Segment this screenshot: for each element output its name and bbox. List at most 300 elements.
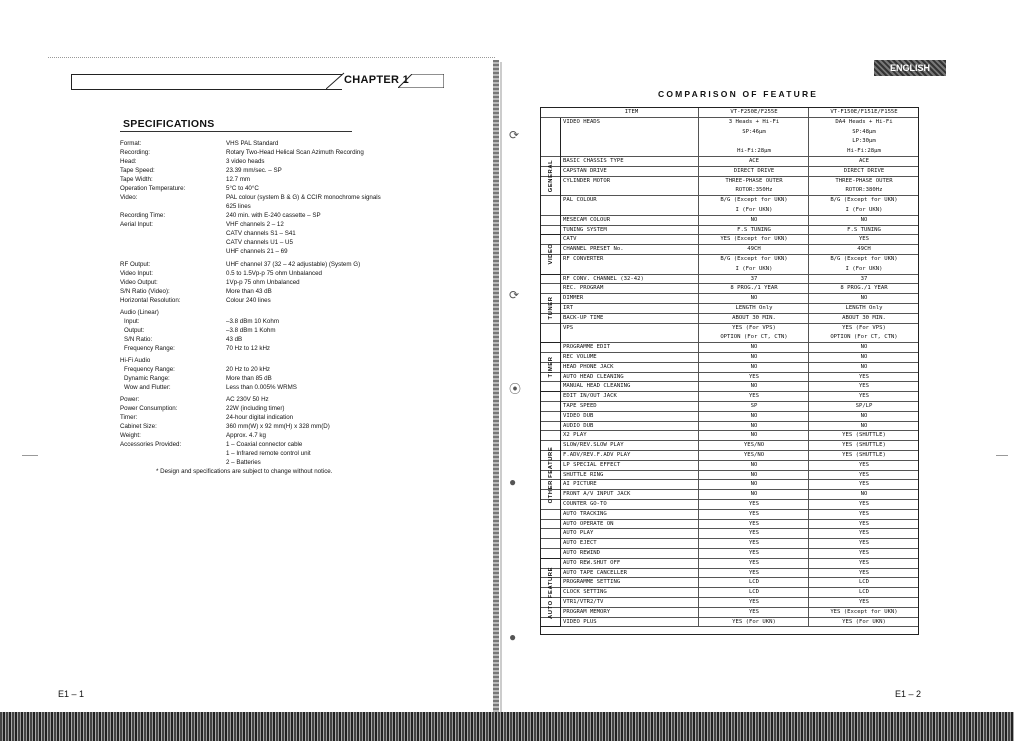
spec-value: Rotary Two-Head Helical Scan Azimuth Recording xyxy=(226,149,364,156)
spec-label: Audio (Linear) xyxy=(120,309,159,316)
cell-line: YES xyxy=(748,530,760,537)
row-col-b xyxy=(808,157,919,166)
table-row xyxy=(541,235,918,245)
row-col-a xyxy=(698,490,809,499)
table-row xyxy=(541,569,918,579)
spec-label: Video Output: xyxy=(120,279,158,286)
row-item: MANUAL HEAD CLEANING xyxy=(563,383,631,390)
row-col-b xyxy=(808,471,919,480)
spec-label: Operation Temperature: xyxy=(120,185,186,192)
row-col-b xyxy=(808,373,919,382)
cell-line: YES (Except for UKN) xyxy=(830,608,898,615)
spec-row xyxy=(120,356,380,365)
spec-row xyxy=(120,422,380,431)
spec-label: Input: xyxy=(124,318,140,325)
row-item: FRONT A/V INPUT JACK xyxy=(563,491,631,498)
spec-value: 23.39 mm/sec. – SP xyxy=(226,167,282,174)
cell-line: B/G (Except for UKN) xyxy=(720,197,788,204)
row-item: VPS xyxy=(563,324,574,331)
spec-row xyxy=(120,449,380,458)
spec-row xyxy=(120,229,380,238)
cell-line: NO xyxy=(860,216,868,223)
spec-row xyxy=(120,193,380,202)
row-col-a xyxy=(698,314,809,323)
row-col-b xyxy=(808,500,919,509)
cell-line: B/G (Except for UKN) xyxy=(720,256,788,262)
cell-line: YES xyxy=(748,550,760,556)
row-col-b xyxy=(808,588,919,597)
row-item: REC. PROGRAM xyxy=(563,285,604,292)
cell-line: 8 PROG./1 YEAR xyxy=(840,285,888,292)
cell-line: NO xyxy=(750,383,758,390)
specifications-title: SPECIFICATIONS xyxy=(123,118,215,130)
row-item: BACK-UP TIME xyxy=(563,314,604,321)
spec-label: Wow and Flutter: xyxy=(124,384,171,391)
table-row xyxy=(541,500,918,510)
row-col-b xyxy=(808,422,919,431)
row-col-b xyxy=(808,226,919,235)
right-edge-mark xyxy=(996,455,1008,456)
table-row xyxy=(541,402,918,412)
row-col-a xyxy=(698,304,809,313)
binding-shadow xyxy=(500,62,502,712)
spec-label: Hi-Fi Audio xyxy=(120,357,151,364)
table-row xyxy=(541,304,918,314)
row-item: PROGRAM MEMORY xyxy=(563,608,611,615)
cell-line: NO xyxy=(860,491,868,498)
row-item: CATV xyxy=(563,236,577,243)
table-row xyxy=(541,294,918,304)
row-item: BASIC CHASSIS TYPE xyxy=(563,158,624,164)
punch-hole-icon: ⟳ xyxy=(509,128,520,142)
spec-row xyxy=(120,278,380,287)
spec-row xyxy=(120,326,380,335)
cell-line: ABOUT 30 MIN. xyxy=(842,314,886,321)
table-row xyxy=(541,216,918,226)
row-col-a xyxy=(698,402,809,411)
row-col-a xyxy=(698,196,809,215)
spec-label: Tape Speed: xyxy=(120,167,155,174)
spec-row xyxy=(120,440,380,449)
table-row xyxy=(541,471,918,481)
top-divider xyxy=(48,57,495,58)
row-col-a xyxy=(698,559,809,568)
spec-label: Frequency Range: xyxy=(124,366,175,373)
cell-line: SP xyxy=(750,403,758,409)
table-row xyxy=(541,510,918,520)
cell-line: YES (SHUTTLE) xyxy=(842,432,886,439)
row-item: EDIT IN/OUT JACK xyxy=(563,393,617,400)
spec-row xyxy=(120,404,380,413)
row-item: RF CONVERTER xyxy=(563,256,604,262)
spec-row xyxy=(120,365,380,374)
row-col-a xyxy=(698,343,809,352)
cell-line: THREE-PHASE OUTER xyxy=(725,177,783,184)
spec-value: 2 – Batteries xyxy=(226,459,261,466)
table-row xyxy=(541,578,918,588)
cell-line: YES xyxy=(858,540,870,547)
cell-line: NO xyxy=(750,422,758,429)
book-binding xyxy=(493,60,499,720)
table-row xyxy=(541,441,918,451)
row-item: HEAD PHONE JACK xyxy=(563,363,614,370)
spec-value: UHF channel 37 (32 – 42 adjustable) (System G) xyxy=(226,261,361,268)
row-col-b xyxy=(808,294,919,303)
cell-line: YES xyxy=(858,393,870,400)
cell-line: NO xyxy=(750,432,758,439)
cell-line: LP:30μm xyxy=(852,138,876,145)
spec-label: Accessories Provided: xyxy=(120,441,182,448)
row-col-b xyxy=(808,363,919,372)
row-col-b xyxy=(808,324,919,343)
row-col-b xyxy=(808,569,919,578)
punch-hole-icon: ● xyxy=(509,630,517,644)
table-row xyxy=(541,353,918,363)
row-col-b xyxy=(808,480,919,489)
row-item: AUTO REW.SHUT OFF xyxy=(563,559,621,566)
spec-value: 43 dB xyxy=(226,336,243,343)
row-item: TAPE SPEED xyxy=(563,403,597,409)
cell-line: 37 xyxy=(750,275,758,282)
row-col-b xyxy=(808,529,919,538)
cell-line: YES xyxy=(748,599,760,605)
row-item: AUTO PLAY xyxy=(563,530,594,537)
spec-row xyxy=(120,458,380,467)
cell-line: YES xyxy=(858,599,870,605)
cell-line: NO xyxy=(750,491,758,498)
table-row xyxy=(541,559,918,569)
spec-row xyxy=(120,202,380,211)
cell-line: OPTION (For CT, CTN) xyxy=(720,334,788,341)
spec-value: 3 video heads xyxy=(226,158,265,165)
spec-value: 1 – Coaxial connector cable xyxy=(226,441,303,448)
cell-line: I (For UKN) xyxy=(845,265,883,272)
spec-value: More than 85 dB xyxy=(226,375,272,382)
table-row xyxy=(541,284,918,294)
spec-value: PAL colour (system B & G) & CCIR monochrome signals xyxy=(226,194,381,201)
spec-label: Power: xyxy=(120,396,140,403)
cell-line: ABOUT 30 MIN. xyxy=(732,314,776,321)
spec-row xyxy=(120,247,380,256)
spec-value: CATV channels S1 – S41 xyxy=(226,230,296,237)
section-block xyxy=(541,275,561,344)
row-col-b xyxy=(808,167,919,176)
spec-row xyxy=(120,395,380,404)
spec-value: 12.7 mm xyxy=(226,176,251,183)
table-header-row xyxy=(541,108,918,118)
row-col-a xyxy=(698,373,809,382)
row-col-a xyxy=(698,226,809,235)
row-item: MESECAM COLOUR xyxy=(563,216,611,223)
section-label: GENERAL xyxy=(548,159,554,193)
spec-row xyxy=(120,260,380,269)
cell-line: SP/LP xyxy=(855,403,873,409)
spec-value: 20 Hz to 20 kHz xyxy=(226,366,271,373)
row-col-b xyxy=(808,539,919,548)
spec-row xyxy=(120,308,380,317)
cell-line: THREE-PHASE OUTER xyxy=(835,177,893,184)
row-col-b xyxy=(808,559,919,568)
cell-line: F.S TUNING xyxy=(847,226,881,233)
cell-line: 49CH xyxy=(747,246,761,253)
row-col-a xyxy=(698,549,809,558)
header-col-b: VT-F150E/F151E/F155E xyxy=(808,108,919,117)
cell-line: LCD xyxy=(748,589,760,596)
row-item: PROGRAMME EDIT xyxy=(563,344,611,351)
row-item: AUTO TRACKING xyxy=(563,510,607,517)
row-col-a xyxy=(698,520,809,529)
cell-line: YES xyxy=(858,471,870,478)
row-col-a xyxy=(698,529,809,538)
spec-row xyxy=(120,335,380,344)
cell-line: NO xyxy=(750,471,758,478)
spec-label: Weight: xyxy=(120,432,141,439)
table-row xyxy=(541,461,918,471)
cell-line: YES xyxy=(858,559,870,566)
cell-line xyxy=(699,137,809,147)
spec-label: Tape Width: xyxy=(120,176,153,183)
spec-row xyxy=(120,166,380,175)
row-col-a xyxy=(698,422,809,431)
cell-line: YES xyxy=(858,236,870,243)
row-item: AUTO HEAD CLEANING xyxy=(563,373,624,380)
table-row xyxy=(541,539,918,549)
spec-row xyxy=(120,317,380,326)
cell-line: YES xyxy=(858,383,870,390)
row-col-a xyxy=(698,618,809,627)
cell-line: YES xyxy=(858,530,870,537)
section-label: OTHER FEATURE xyxy=(548,446,554,504)
row-col-a xyxy=(698,500,809,509)
cell-line: NO xyxy=(860,412,868,419)
table-row xyxy=(541,118,918,157)
spec-row xyxy=(120,344,380,353)
row-item: SHUTTLE RING xyxy=(563,471,604,478)
cell-line: YES xyxy=(858,481,870,488)
cell-line: YES (For UKN) xyxy=(732,618,776,625)
spec-value: 22W (including timer) xyxy=(226,405,285,412)
cell-line: YES xyxy=(858,510,870,517)
table-row xyxy=(541,373,918,383)
row-item: CHANNEL PRESET No. xyxy=(563,246,624,253)
spec-value: Colour 240 lines xyxy=(226,297,271,304)
table-row xyxy=(541,167,918,177)
row-item: PAL COLOUR xyxy=(563,197,597,204)
table-row xyxy=(541,598,918,608)
table-row xyxy=(541,490,918,500)
row-col-a xyxy=(698,510,809,519)
cell-line: OPTION (For CT, CTN) xyxy=(830,334,898,341)
comparison-title: COMPARISON OF FEATURE xyxy=(658,89,819,99)
cell-line: YES xyxy=(858,461,870,468)
cell-line: LENGTH Only xyxy=(845,305,883,311)
cell-line: I (For UKN) xyxy=(845,206,883,213)
spec-label: Recording: xyxy=(120,149,150,156)
spec-value: 360 mm(W) x 92 mm(H) x 328 mm(D) xyxy=(226,423,330,430)
cell-line: YES (For UKN) xyxy=(842,618,886,625)
row-col-b xyxy=(808,275,919,284)
row-item: PROGRAMME SETTING xyxy=(563,579,621,586)
cell-line: 49CH xyxy=(857,246,871,253)
spec-value: Less than 0.005% WRMS xyxy=(226,384,297,391)
table-row xyxy=(541,245,918,255)
page-number-left: E1 – 1 xyxy=(58,689,85,699)
row-item: REC VOLUME xyxy=(563,354,597,360)
section-label: VIDEO xyxy=(548,243,554,266)
row-item: LP SPECIAL EFFECT xyxy=(563,461,621,468)
row-col-b xyxy=(808,510,919,519)
spec-row xyxy=(120,184,380,193)
cell-line: SP:46μm xyxy=(742,128,766,135)
cell-line: NO xyxy=(750,295,758,302)
spec-value: –3.8 dBm 1 Kohm xyxy=(226,327,276,334)
table-row xyxy=(541,314,918,324)
cell-line: ACE xyxy=(748,158,760,164)
header-item: ITEM xyxy=(624,109,639,115)
cell-line: I (For UKN) xyxy=(735,206,773,213)
table-row xyxy=(541,382,918,392)
row-col-b xyxy=(808,353,919,362)
cell-line: YES xyxy=(858,520,870,527)
spec-value: AC 230V 50 Hz xyxy=(226,396,269,403)
cell-line: B/G (Except for UKN) xyxy=(830,197,898,204)
spec-value: CATV channels U1 – U5 xyxy=(226,239,293,246)
spec-value: 5°C to 40°C xyxy=(226,185,259,192)
row-col-b xyxy=(808,598,919,607)
row-col-b xyxy=(808,578,919,587)
cell-line: NO xyxy=(860,344,868,351)
section-block xyxy=(541,118,561,236)
row-col-a xyxy=(698,363,809,372)
spec-value: 70 Hz to 12 kHz xyxy=(226,345,271,352)
spec-value: –3.8 dBm 10 Kohm xyxy=(226,318,279,325)
row-item: AI PICTURE xyxy=(563,481,597,488)
table-row xyxy=(541,275,918,285)
cell-line: YES xyxy=(748,373,760,380)
row-col-b xyxy=(808,392,919,401)
row-col-a xyxy=(698,539,809,548)
cell-line: NO xyxy=(750,461,758,468)
row-col-a xyxy=(698,441,809,450)
cell-line: DIRECT DRIVE xyxy=(733,167,775,174)
table-row xyxy=(541,226,918,236)
cell-line: YES xyxy=(748,501,760,507)
row-item: AUTO TAPE CANCELLER xyxy=(563,569,627,576)
row-col-a xyxy=(698,284,809,293)
cell-line: ROTOR:380Hz xyxy=(845,187,883,194)
chapter-frame xyxy=(71,74,342,90)
row-col-a xyxy=(698,216,809,225)
section-block xyxy=(541,392,561,559)
spec-row xyxy=(120,431,380,440)
spec-row xyxy=(120,269,380,278)
row-item: DIMMER xyxy=(563,295,584,302)
spec-label: RF Output: xyxy=(120,261,151,268)
spec-label: Timer: xyxy=(120,414,138,421)
cell-line: LCD xyxy=(748,579,760,586)
spec-row xyxy=(120,296,380,305)
cell-line: SP:48μm xyxy=(852,128,876,135)
row-col-a xyxy=(698,167,809,176)
row-item: TUNING SYSTEM xyxy=(563,226,607,233)
spec-list xyxy=(120,139,380,469)
row-col-a xyxy=(698,294,809,303)
row-col-a xyxy=(698,461,809,470)
cell-line: NO xyxy=(750,481,758,488)
cell-line: NO xyxy=(860,354,868,360)
row-col-b xyxy=(808,382,919,391)
spec-value: 240 min. with E-240 cassette – SP xyxy=(226,212,321,219)
row-col-b xyxy=(808,520,919,529)
table-row xyxy=(541,392,918,402)
row-item: CLOCK SETTING xyxy=(563,589,607,596)
row-col-b xyxy=(808,461,919,470)
spec-value: 1 – Infrared remote control unit xyxy=(226,450,311,457)
spec-value: 625 lines xyxy=(226,203,251,210)
spec-row xyxy=(120,220,380,229)
row-item: IRT xyxy=(563,305,574,311)
row-item: F.ADV/REV.F.ADV PLAY xyxy=(563,452,631,458)
cell-line: NO xyxy=(750,354,758,360)
row-item: AUTO REWIND xyxy=(563,550,601,556)
row-col-b xyxy=(808,118,919,156)
left-edge-mark xyxy=(22,455,38,456)
row-col-a xyxy=(698,235,809,244)
cell-line: 3 Heads + Hi-Fi xyxy=(728,118,780,125)
row-col-a xyxy=(698,324,809,343)
row-col-b xyxy=(808,441,919,450)
cell-line: YES xyxy=(748,393,760,400)
table-row xyxy=(541,480,918,490)
section-block xyxy=(541,343,561,392)
cell-line: YES (For VPS) xyxy=(732,324,776,331)
spec-row xyxy=(120,211,380,220)
row-col-a xyxy=(698,255,809,274)
row-col-b xyxy=(808,235,919,244)
table-row xyxy=(541,431,918,441)
cell-line: ACE xyxy=(858,158,870,164)
row-item: COUNTER GO-TO xyxy=(563,501,607,507)
row-col-b xyxy=(808,196,919,215)
row-col-a xyxy=(698,157,809,166)
language-badge: ENGLISH xyxy=(874,60,946,76)
comparison-table xyxy=(540,107,919,635)
cell-line: YES xyxy=(748,608,760,615)
spec-label: Output: xyxy=(124,327,145,334)
cell-line: 8 PROG./1 YEAR xyxy=(730,285,778,292)
punch-hole-icon: ⟳ xyxy=(509,288,520,302)
row-col-a xyxy=(698,275,809,284)
cell-line: Hi-Fi:28μm xyxy=(847,148,881,155)
cell-line: LENGTH Only xyxy=(735,305,773,311)
row-col-a xyxy=(698,118,809,156)
section-label: TIMER xyxy=(548,356,554,378)
cell-line: YES xyxy=(858,550,870,556)
spec-label: Recording Time: xyxy=(120,212,166,219)
cell-line: NO xyxy=(750,412,758,419)
cell-line: I (For UKN) xyxy=(735,265,773,272)
cell-line: YES xyxy=(748,569,760,576)
row-item: SLOW/REV.SLOW PLAY xyxy=(563,442,624,449)
row-item: VIDEO DUB xyxy=(563,412,594,419)
row-col-a xyxy=(698,353,809,362)
cell-line: YES (Except for UKN) xyxy=(720,236,788,243)
table-row xyxy=(541,549,918,559)
cell-line: Hi-Fi:28μm xyxy=(737,148,771,155)
spec-label: Horizontal Resolution: xyxy=(120,297,181,304)
spec-row xyxy=(120,139,380,148)
row-item: AUTO OPERATE ON xyxy=(563,520,614,527)
